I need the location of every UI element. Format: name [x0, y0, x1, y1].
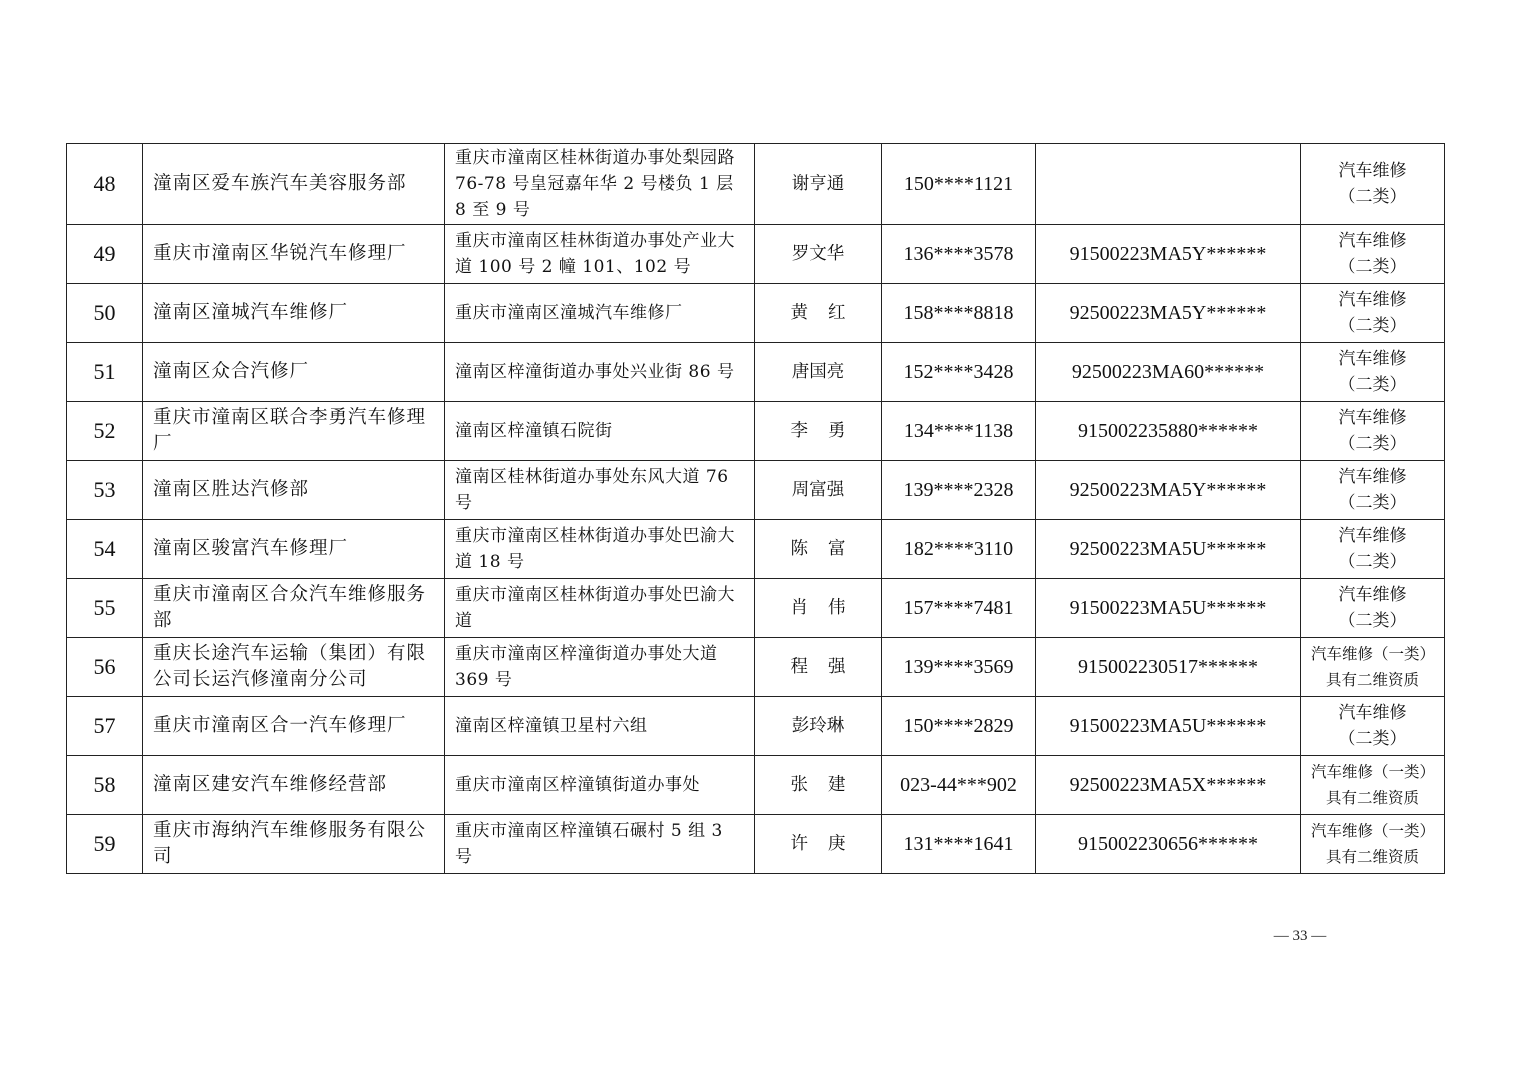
- scope-line: 具有二维资质: [1325, 848, 1419, 866]
- credit-code: 915002230517******: [1036, 638, 1301, 697]
- row-number: 56: [67, 638, 143, 697]
- business-scope: [1301, 144, 1445, 225]
- phone-number: 139****3569: [882, 638, 1036, 697]
- row-number: 49: [67, 225, 143, 284]
- contact-person: 程强: [755, 638, 882, 697]
- business-address: 重庆市潼南区桂林街道办事处梨园路 76-78 号皇冠嘉年华 2 号楼负 1 层 8 至 9 号: [445, 144, 755, 225]
- scope-line: 具有二维资质: [1325, 789, 1419, 807]
- phone-number: 150****2829: [882, 697, 1036, 756]
- business-address: 重庆市潼南区梓潼镇街道办事处: [445, 756, 755, 815]
- business-address: 重庆市潼南区桂林街道办事处巴渝大道 18 号: [445, 520, 755, 579]
- row-number: 58: [67, 756, 143, 815]
- scope-line: （二类）: [1338, 257, 1407, 277]
- business-scope: [1301, 225, 1445, 284]
- row-number: 50: [67, 284, 143, 343]
- scope-line: 汽车维修（一类）: [1311, 645, 1436, 663]
- contact-person: 周富强: [755, 461, 882, 520]
- table-row: [67, 343, 1445, 402]
- credit-code: 91500223MA5U******: [1036, 697, 1301, 756]
- credit-code: 91500223MA5U******: [1036, 579, 1301, 638]
- scope-line: 汽车维修: [1338, 290, 1407, 310]
- table-row: [67, 402, 1445, 461]
- table-row: [67, 756, 1445, 815]
- table-body: [67, 144, 1445, 874]
- phone-number: 150****1121: [882, 144, 1036, 225]
- scope-line: 汽车维修: [1338, 231, 1407, 251]
- row-number: 53: [67, 461, 143, 520]
- contact-person: 许庚: [755, 815, 882, 874]
- business-address: 潼南区梓潼镇石院街: [445, 402, 755, 461]
- scope-line: 汽车维修（一类）: [1311, 763, 1436, 781]
- business-scope: [1301, 520, 1445, 579]
- phone-number: 158****8818: [882, 284, 1036, 343]
- table-row: [67, 638, 1445, 697]
- business-address: 潼南区梓潼镇卫星村六组: [445, 697, 755, 756]
- business-scope: [1301, 284, 1445, 343]
- credit-code: 915002235880******: [1036, 402, 1301, 461]
- contact-person: 黄红: [755, 284, 882, 343]
- business-address: 重庆市潼南区桂林街道办事处产业大道 100 号 2 幢 101、102 号: [445, 225, 755, 284]
- business-name: 重庆市潼南区华锐汽车修理厂: [143, 225, 445, 284]
- row-number: 57: [67, 697, 143, 756]
- business-name: 重庆市潼南区合一汽车修理厂: [143, 697, 445, 756]
- table-row: [67, 284, 1445, 343]
- table-row: [67, 225, 1445, 284]
- business-scope: [1301, 697, 1445, 756]
- business-scope: [1301, 461, 1445, 520]
- phone-number: 134****1138: [882, 402, 1036, 461]
- business-scope: [1301, 815, 1445, 874]
- phone-number: 182****3110: [882, 520, 1036, 579]
- contact-person: 彭玲琳: [755, 697, 882, 756]
- phone-number: 131****1641: [882, 815, 1036, 874]
- table-row: [67, 579, 1445, 638]
- credit-code: [1036, 144, 1301, 225]
- scope-line: （二类）: [1338, 375, 1407, 395]
- row-number: 55: [67, 579, 143, 638]
- scope-line: 汽车维修: [1338, 161, 1407, 181]
- row-number: 59: [67, 815, 143, 874]
- credit-code: 915002230656******: [1036, 815, 1301, 874]
- business-address: 潼南区桂林街道办事处东风大道 76 号: [445, 461, 755, 520]
- contact-person: 李勇: [755, 402, 882, 461]
- business-scope: [1301, 402, 1445, 461]
- business-name: 潼南区骏富汽车修理厂: [143, 520, 445, 579]
- scope-line: （二类）: [1338, 316, 1407, 336]
- page-number: — 33 —: [1273, 928, 1327, 944]
- table-row: [67, 697, 1445, 756]
- scope-line: 汽车维修: [1338, 408, 1407, 428]
- business-name: 重庆市潼南区联合李勇汽车修理厂: [143, 402, 445, 461]
- business-name: 潼南区潼城汽车维修厂: [143, 284, 445, 343]
- phone-number: 152****3428: [882, 343, 1036, 402]
- scope-line: 汽车维修: [1338, 467, 1407, 487]
- scope-line: 汽车维修: [1338, 703, 1407, 723]
- credit-code: 92500223MA5Y******: [1036, 461, 1301, 520]
- business-name: 潼南区建安汽车维修经营部: [143, 756, 445, 815]
- business-address: 重庆市潼南区桂林街道办事处巴渝大道: [445, 579, 755, 638]
- contact-person: 肖伟: [755, 579, 882, 638]
- business-scope: [1301, 343, 1445, 402]
- contact-person: 陈富: [755, 520, 882, 579]
- scope-line: 具有二维资质: [1325, 671, 1419, 689]
- phone-number: 023-44***902: [882, 756, 1036, 815]
- scope-line: （二类）: [1338, 729, 1407, 749]
- table-row: [67, 461, 1445, 520]
- row-number: 54: [67, 520, 143, 579]
- scope-line: （二类）: [1338, 187, 1407, 207]
- scope-line: 汽车维修: [1338, 585, 1407, 605]
- business-scope: [1301, 756, 1445, 815]
- contact-person: 谢亨通: [755, 144, 882, 225]
- business-address: 重庆市潼南区潼城汽车维修厂: [445, 284, 755, 343]
- business-address: 潼南区梓潼街道办事处兴业街 86 号: [445, 343, 755, 402]
- table-row: [67, 815, 1445, 874]
- business-name: 重庆长途汽车运输（集团）有限公司长运汽修潼南分公司: [143, 638, 445, 697]
- business-name: 潼南区胜达汽修部: [143, 461, 445, 520]
- contact-person: 张建: [755, 756, 882, 815]
- row-number: 48: [67, 144, 143, 225]
- table-row: [67, 520, 1445, 579]
- scope-line: （二类）: [1338, 434, 1407, 454]
- scope-line: 汽车维修（一类）: [1311, 822, 1436, 840]
- contact-person: 罗文华: [755, 225, 882, 284]
- business-scope: [1301, 638, 1445, 697]
- business-address: 重庆市潼南区梓潼镇石碾村 5 组 3 号: [445, 815, 755, 874]
- credit-code: 91500223MA5Y******: [1036, 225, 1301, 284]
- business-name: 潼南区爱车族汽车美容服务部: [143, 144, 445, 225]
- phone-number: 136****3578: [882, 225, 1036, 284]
- repair-shop-table: [66, 143, 1445, 874]
- scope-line: （二类）: [1338, 552, 1407, 572]
- scope-line: （二类）: [1338, 493, 1407, 513]
- row-number: 51: [67, 343, 143, 402]
- credit-code: 92500223MA5Y******: [1036, 284, 1301, 343]
- phone-number: 139****2328: [882, 461, 1036, 520]
- credit-code: 92500223MA60******: [1036, 343, 1301, 402]
- phone-number: 157****7481: [882, 579, 1036, 638]
- credit-code: 92500223MA5U******: [1036, 520, 1301, 579]
- business-name: 潼南区众合汽修厂: [143, 343, 445, 402]
- scope-line: 汽车维修: [1338, 526, 1407, 546]
- business-name: 重庆市海纳汽车维修服务有限公司: [143, 815, 445, 874]
- credit-code: 92500223MA5X******: [1036, 756, 1301, 815]
- business-scope: [1301, 579, 1445, 638]
- business-address: 重庆市潼南区梓潼街道办事处大道 369 号: [445, 638, 755, 697]
- row-number: 52: [67, 402, 143, 461]
- table-row: [67, 144, 1445, 225]
- business-name: 重庆市潼南区合众汽车维修服务部: [143, 579, 445, 638]
- scope-line: 汽车维修: [1338, 349, 1407, 369]
- contact-person: 唐国亮: [755, 343, 882, 402]
- scope-line: （二类）: [1338, 611, 1407, 631]
